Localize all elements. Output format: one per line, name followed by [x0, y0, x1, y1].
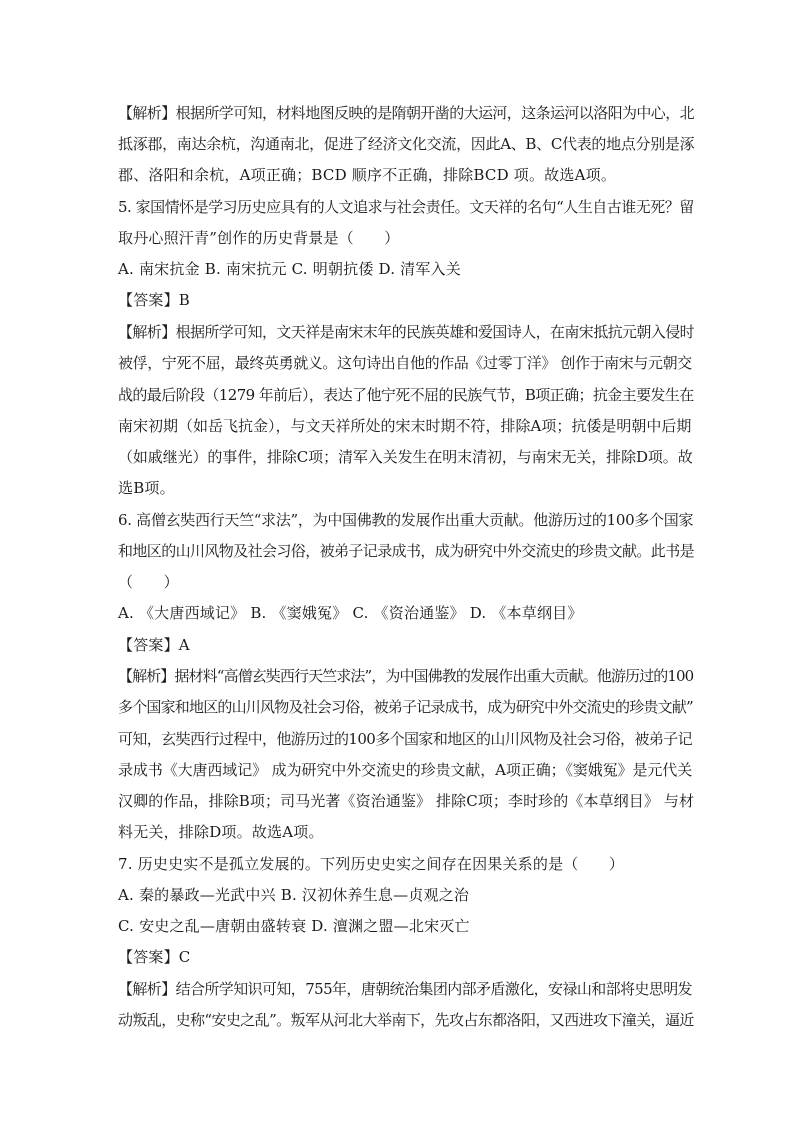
question-7: 7. 历史史实不是孤立发展的。下列历史史实之间存在因果关系的是（ ）: [118, 855, 625, 873]
options-line: A. 南宋抗金 B. 南宋抗元 C. 明朝抗倭 D. 清军入关: [118, 260, 461, 278]
text-line: 【解析】结合所学知识可知，755年，唐朝统治集团内部矛盾激化，安禄山和部将史思明发: [118, 980, 693, 998]
question-5: 5. 家国情怀是学习历史应具有的人文追求与社会责任。文天祥的名句“人生自古谁无死？留: [118, 198, 694, 216]
text-line: 料无关，排除D项。故选A项。: [118, 823, 324, 841]
question-6: 6. 高僧玄奘西行天竺“求法”，为中国佛教的发展作出重大贡献。他游历过的100多个国家: [118, 511, 694, 529]
text-line: （如戚继光）的事件，排除C项；清军入关发生在明末清初，与南宋无关，排除D项。故: [118, 448, 693, 466]
text-line: 郡、洛阳和余杭，A项正确；BCD 顺序不正确，排除BCD 项。故选A项。: [118, 166, 617, 184]
text-line: 可知，玄奘西行过程中，他游历过的100多个国家和地区的山川风物及社会习俗，被弟子记: [118, 730, 693, 748]
text-line: 动叛乱，史称“安史之乱”。叛军从河北大举南下，先攻占东都洛阳，又西进攻下潼关，逼近: [118, 1011, 694, 1029]
text-line: 战的最后阶段（1279 年前后），表达了他宁死不屈的民族气节，B项正确；抗金主要发生在: [118, 386, 694, 404]
text-line: 取丹心照汗青”创作的历史背景是（ ）: [118, 229, 400, 247]
answer-label: 【答案】C: [118, 948, 191, 966]
text-line: 【解析】据材料“高僧玄奘西行天竺求法”，为中国佛教的发展作出重大贡献。他游历过的100: [118, 667, 694, 685]
answer-label: 【答案】A: [118, 636, 190, 654]
text-line: 被俘，宁死不屈，最终英勇就义。这句诗出自他的作品《过零丁洋》 创作于南宋与元朝交: [118, 354, 692, 372]
answer-label: 【答案】B: [118, 291, 191, 309]
text-line: 南宋初期（如岳飞抗金），与文天祥所处的宋末时期不符，排除A项；抗倭是明朝中后期: [118, 417, 692, 435]
text-line: 选B项。: [118, 479, 175, 497]
text-line: 【解析】根据所学可知，文天祥是南宋末年的民族英雄和爱国诗人，在南宋抵抗元朝入侵时: [118, 323, 695, 341]
options-line: C. 安史之乱—唐朝由盛转衰 D. 澶渊之盟—北宋灭亡: [118, 917, 470, 935]
text-line: 和地区的山川风物及社会习俗，被弟子记录成书，成为研究中外交流史的珍贵文献。此书是: [118, 542, 695, 560]
text-line: 多个国家和地区的山川风物及社会习俗，被弟子记录成书，成为研究中外交流史的珍贵文献”: [118, 698, 693, 716]
text-line: 抵涿郡，南达余杭，沟通南北，促进了经济文化交流，因此A、B、C代表的地点分别是涿: [118, 135, 695, 153]
text-line: 【解析】根据所学可知，材料地图反映的是隋朝开凿的大运河，这条运河以洛阳为中心，北: [118, 104, 695, 122]
text-line: 录成书《大唐西域记》 成为研究中外交流史的珍贵文献，A项正确；《窦娥冤》是元代关: [118, 761, 693, 779]
options-line: A. 《大唐西域记》 B. 《窦娥冤》 C. 《资治通鉴》 D. 《本草纲目》: [118, 604, 583, 622]
text-line: （ ）: [118, 573, 179, 591]
options-line: A. 秦的暴政—光武中兴 B. 汉初休养生息—贞观之治: [118, 886, 470, 904]
text-line: 汉卿的作品，排除B项；司马光著《资治通鉴》 排除C项；李时珍的《本草纲目》 与材: [118, 792, 695, 810]
